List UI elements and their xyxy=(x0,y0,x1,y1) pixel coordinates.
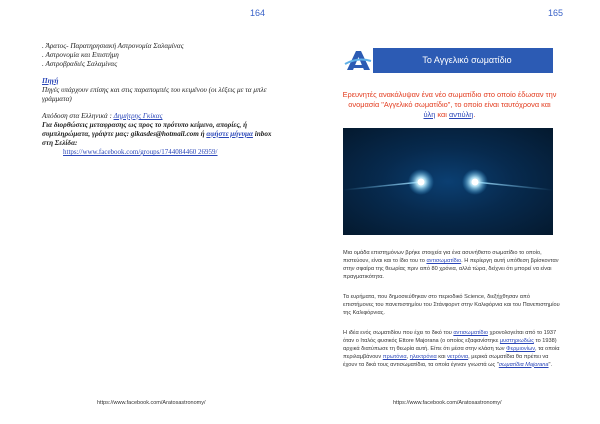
paragraph xyxy=(343,330,561,370)
intro-text: και xyxy=(435,110,450,119)
aratos-logo-icon xyxy=(343,48,373,73)
paragraph-text: Μια ομάδα επιστημόνων βρήκε στοιχεία για ένα ασυνήθιστο σωματίδιο το οποίο, πιστεύουν, είναι και το ίδιο του το xyxy=(343,250,542,264)
title-bar xyxy=(343,48,553,73)
fermions-link[interactable]: Φερμιονίων xyxy=(506,345,536,352)
facebook-group-link[interactable]: https://www.facebook.com/groups/1744084460 26959/ xyxy=(63,148,218,156)
translator-link[interactable]: Δημήτρης Γκίκας xyxy=(113,112,163,120)
paragraph-text: και xyxy=(436,353,448,360)
antiparticle-link[interactable]: αντισωματίδιο xyxy=(426,257,462,264)
source-line: . Άρατος- Παρατηρησιακή Αστρονομία Σαλαμίνας xyxy=(42,42,184,50)
paragraph-text: , μερικά σωματίδια θα πρέπει να έχουν τα δικά τους αντισωματίδια, τα οποία έγιναν γνωστά ως " xyxy=(343,353,549,368)
corrections-tail: inbox στη Σελίδα: xyxy=(42,130,272,147)
majorana-particles-link[interactable]: σωματίδια Majorana xyxy=(498,361,549,368)
paragraph-text: Η ιδέα ενός σωματιδίου που έχει το δικό του xyxy=(343,330,454,336)
intro-text: . xyxy=(473,110,476,119)
article-intro xyxy=(342,90,557,120)
electrons-link[interactable]: ηλεκτρόνια xyxy=(409,353,437,360)
source-label-link[interactable]: Πηγή xyxy=(42,77,59,85)
paragraph-text: , xyxy=(406,353,410,360)
page-footer: https://www.facebook.com/Aratosastronomy/ xyxy=(393,400,502,406)
antiparticle-link[interactable]: αντισωματίδιο xyxy=(453,330,489,336)
page-footer: https://www.facebook.com/Aratosastronomy/ xyxy=(97,400,206,406)
page-number: 165 xyxy=(548,8,564,18)
message-link[interactable]: αφήστε μήνυμα xyxy=(206,130,253,138)
source-line: . Αστροβραδιές Σαλαμίνας xyxy=(42,60,118,68)
source-line: . Αστρονομία και Επιστήμη xyxy=(42,51,119,59)
protons-link[interactable]: πρωτόνια xyxy=(382,353,407,360)
left-page-text xyxy=(42,42,282,157)
corrections-note xyxy=(42,121,282,148)
neutrons-link[interactable]: νετρόνια xyxy=(447,353,469,360)
attribution-prefix: Απόδοση στα Ελληνικά : xyxy=(42,112,114,120)
corrections-text: Για διορθώσεις μεταφρασης ως προς το πρότυπο κείμενο, απορίες, ή συμπληρώματα, γράψτε μας: gikasdes@hotmail.com ή xyxy=(42,121,248,138)
paragraph-text: το 1938) αρχικά διατύπωσε τη θεωρία αυτή. Είπε ότι μέσα στην κλάση των xyxy=(343,337,557,352)
mysteriously-link[interactable]: μυστηριωδώς xyxy=(499,337,534,344)
antimatter-link[interactable]: αντιύλη xyxy=(449,110,474,119)
article-title: Το Αγγελικό σωματίδιο xyxy=(422,55,512,65)
paragraph-text: χρονολογείται από το 1937 όταν ο Ιταλός φυσικός Ettore Majorana (ο οποίος εξαφανίστηκε xyxy=(343,330,557,344)
intro-text: Ερευνητές ανακάλυψαν ένα νέο σωματίδιο στο οποίο έδωσαν την ονομασία "Αγγελικό σωματίδιο", το οποίο είναι ταυτόχρονα και xyxy=(342,90,557,109)
paragraph-text: ". xyxy=(548,361,553,368)
page-number: 164 xyxy=(250,8,266,18)
particle-collision-image xyxy=(343,128,553,235)
paragraph-text: , τα οποία περιλαμβάνουν xyxy=(343,345,560,360)
right-page xyxy=(300,0,600,424)
paragraph xyxy=(343,250,561,282)
source-note: Πηγές υπάρχουν επίσης και στις παραπομπές του κειμένου (οι λέξεις με τα μπλε γράμματα) xyxy=(42,86,267,103)
paragraph-text: . Η περίεργη αυτή υπόθεση βρίσκονταν στην σφαίρα της θεωρίας πριν από 80 χρόνια, αλλά τώρα, δείχνει ότι μπορεί να είναι πραγματικότητα. xyxy=(343,257,559,280)
paragraph: Τα ευρήματα, που δημοσιεύθηκαν στο περιοδικό Science, διεξήχθησαν από επιστήμονες του πανεπιστημίου του Στάνφορντ στην Καλιφόρνια και του Πανεπιστημίου της Καλιφόρνιας. xyxy=(343,294,560,316)
matter-link[interactable]: ύλη xyxy=(423,110,436,119)
